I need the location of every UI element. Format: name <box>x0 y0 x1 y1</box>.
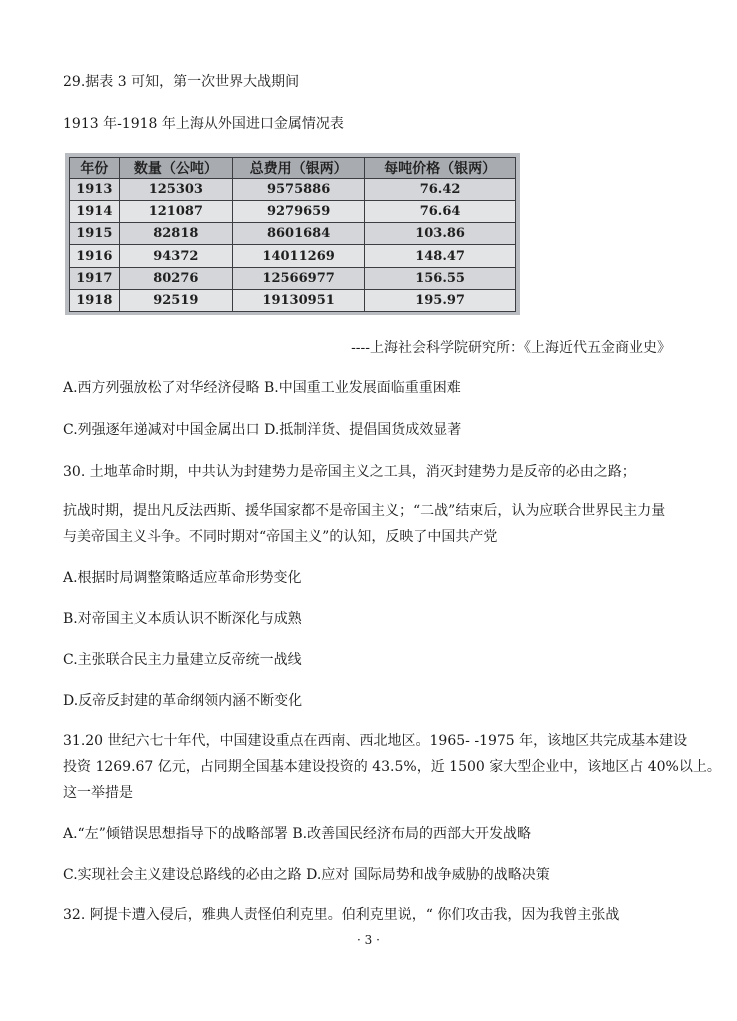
question-30-stem-line-3: 与美帝国主义斗争。不同时期对“帝国主义”的认知，反映了中国共产党 <box>63 529 498 545</box>
question-30-stem-line-1: 30. 土地革命时期，中共认为封建势力是帝国主义之工具，消灭封建势力是反帝的必由之路； <box>63 464 636 480</box>
question-32-stem-line-1: 32. 阿提卡遭入侵后，雅典人责怪伯利克里。伯利克里说，“ 你们攻击我，因为我曾主张战 <box>63 907 620 923</box>
header-quantity: 数量（公吨） <box>119 158 232 179</box>
cell-year: 1913 <box>70 179 120 201</box>
question-30-stem-line-2: 抗战时期，提出凡反法西斯、援华国家都不是帝国主义；“二战”结束后，认为应联合世界民主力量 <box>63 503 666 519</box>
import-metal-table-photo <box>65 153 520 315</box>
cell-price: 76.64 <box>365 201 516 223</box>
question-30-option-a: A.根据时局调整策略适应革命形势变化 <box>63 570 302 586</box>
cell-total-cost: 19130951 <box>233 289 365 311</box>
cell-price: 76.42 <box>365 179 516 201</box>
cell-total-cost: 12566977 <box>233 267 365 289</box>
question-31-stem-line-3: 这一举措是 <box>63 785 133 801</box>
table-row <box>70 223 516 245</box>
question-30-option-b: B.对帝国主义本质认识不断深化与成熟 <box>63 611 302 627</box>
table-row <box>70 289 516 311</box>
table-row <box>70 201 516 223</box>
header-price-per-ton: 每吨价格（银两） <box>365 158 516 179</box>
question-31-stem-line-1: 31.20 世纪六七十年代，中国建设重点在西南、西北地区。1965- -1975 年，该地区共完成基本建设 <box>63 733 688 749</box>
import-metal-table <box>69 157 516 312</box>
cell-total-cost: 9575886 <box>233 179 365 201</box>
table-row <box>70 267 516 289</box>
header-total-cost: 总费用（银两） <box>233 158 365 179</box>
cell-year: 1917 <box>70 267 120 289</box>
cell-total-cost: 8601684 <box>233 223 365 245</box>
cell-total-cost: 14011269 <box>233 245 365 267</box>
table-source-citation: ----上海社会科学院研究所：《上海近代五金商业史》 <box>351 340 671 356</box>
question-30-option-c: C.主张联合民主力量建立反帝统一战线 <box>63 652 302 668</box>
cell-price: 195.97 <box>365 289 516 311</box>
cell-price: 156.55 <box>365 267 516 289</box>
cell-year: 1916 <box>70 245 120 267</box>
cell-quantity: 80276 <box>119 267 232 289</box>
cell-year: 1915 <box>70 223 120 245</box>
question-29-stem: 29.据表 3 可知，第一次世界大战期间 <box>63 74 300 90</box>
table-row <box>70 179 516 201</box>
cell-quantity: 82818 <box>119 223 232 245</box>
question-31-options-ab: A.“左”倾错误思想指导下的战略部署 B.改善国民经济布局的西部大开发战略 <box>63 826 532 842</box>
cell-quantity: 94372 <box>119 245 232 267</box>
table-title: 1913 年-1918 年上海从外国进口金属情况表 <box>63 116 344 132</box>
question-31-options-cd: C.实现社会主义建设总路线的必由之路 D.应对 国际局势和战争威胁的战略决策 <box>63 867 550 883</box>
table-header-row <box>70 158 516 179</box>
cell-price: 148.47 <box>365 245 516 267</box>
question-30-option-d: D.反帝反封建的革命纲领内涵不断变化 <box>63 693 303 709</box>
cell-total-cost: 9279659 <box>233 201 365 223</box>
cell-quantity: 92519 <box>119 289 232 311</box>
cell-quantity: 125303 <box>119 179 232 201</box>
page-number: · 3 · <box>357 933 380 947</box>
header-year: 年份 <box>70 158 120 179</box>
cell-year: 1914 <box>70 201 120 223</box>
question-29-options-cd: C.列强逐年递减对中国金属出口 D.抵制洋货、提倡国货成效显著 <box>63 422 462 438</box>
cell-price: 103.86 <box>365 223 516 245</box>
question-31-stem-line-2: 投资 1269.67 亿元，占同期全国基本建设投资的 43.5%，近 1500 家大型企业中，该地区占 40%以上。 <box>63 759 721 775</box>
question-29-options-ab: A.西方列强放松了对华经济侵略 B.中国重工业发展面临重重困难 <box>63 380 461 396</box>
cell-year: 1918 <box>70 289 120 311</box>
cell-quantity: 121087 <box>119 201 232 223</box>
table-row <box>70 245 516 267</box>
